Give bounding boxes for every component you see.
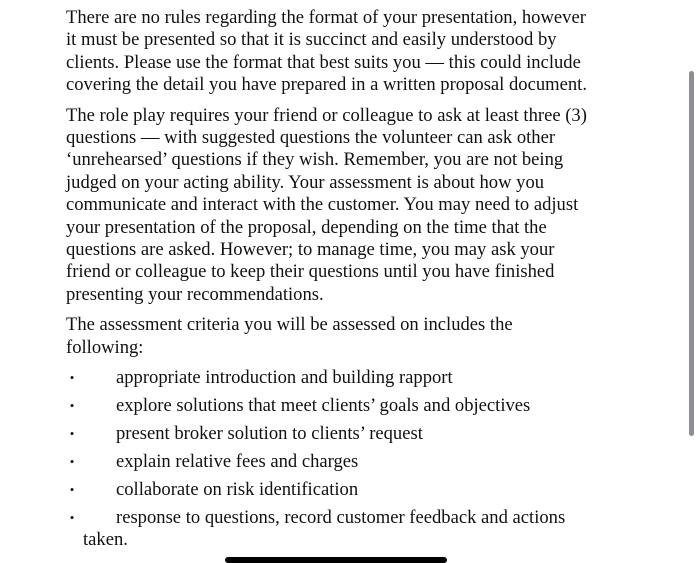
list-item-continuation: taken.	[83, 529, 128, 551]
bullet-icon: •	[69, 454, 75, 470]
text-line: friend or colleague to keep their questions until you have finished	[66, 261, 555, 283]
vertical-scrollbar[interactable]	[689, 71, 694, 436]
list-item-text: response to questions, record customer feedback and actions	[116, 507, 566, 529]
bullet-icon: •	[69, 482, 75, 498]
text-line: There are no rules regarding the format of your presentation, however	[66, 7, 586, 28]
bullet-icon: •	[69, 398, 75, 414]
list-item-text: explore solutions that meet clients’ goals and objectives	[116, 395, 531, 417]
text-line: judged on your acting ability. Your assessment is about how you	[66, 171, 545, 193]
list-item	[66, 423, 666, 451]
text-line: The role play requires your friend or colleague to ask at least three (3)	[66, 104, 587, 126]
text-line: The assessment criteria you will be assessed on includes the	[66, 314, 513, 336]
text-line: following:	[66, 336, 144, 358]
list-item-text: present broker solution to clients’ request	[116, 423, 423, 445]
text-line: questions — with suggested questions the volunteer can ask other	[66, 127, 556, 149]
document-body	[66, 7, 666, 551]
home-indicator[interactable]	[225, 557, 447, 563]
text-line: presenting your recommendations.	[66, 283, 324, 305]
list-item	[66, 507, 666, 551]
text-line: communicate and interact with the customer. You may need to adjust	[66, 194, 579, 216]
list-item	[66, 451, 666, 479]
paragraph-assessment-criteria	[66, 314, 666, 359]
text-line: it must be presented so that it is succinct and easily understood by	[66, 29, 557, 51]
text-line: questions are asked. However; to manage time, you may ask your	[66, 239, 555, 261]
paragraph-role-play	[66, 105, 666, 307]
list-item	[66, 395, 666, 423]
paragraph-presentation-format	[66, 7, 666, 97]
text-line: ‘unrehearsed’ questions if they wish. Remember, you are not being	[66, 149, 564, 171]
bullet-icon: •	[69, 510, 75, 526]
text-line: clients. Please use the format that best suits you — this could include	[66, 51, 581, 73]
list-item	[66, 367, 666, 395]
list-item-text: appropriate introduction and building rapport	[116, 367, 453, 389]
bullet-icon: •	[69, 426, 75, 442]
text-line: covering the detail you have prepared in a written proposal document.	[66, 74, 587, 96]
criteria-list	[66, 367, 666, 551]
list-item-text: collaborate on risk identification	[116, 479, 359, 501]
list-item-text: explain relative fees and charges	[116, 451, 359, 473]
list-item	[66, 479, 666, 507]
bullet-icon: •	[69, 370, 75, 386]
text-line: your presentation of the proposal, depending on the time that the	[66, 216, 547, 238]
